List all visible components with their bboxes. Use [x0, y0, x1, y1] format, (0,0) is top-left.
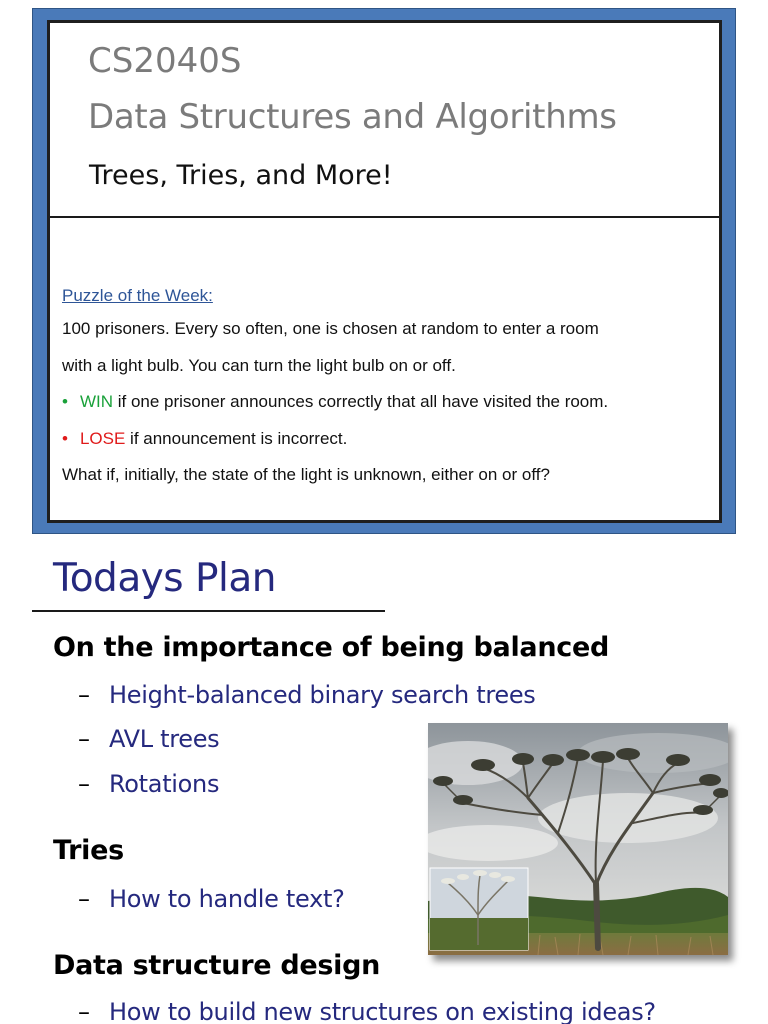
tree-photo — [428, 723, 728, 955]
win-keyword: WIN — [79, 392, 113, 411]
lose-keyword: LOSE — [79, 428, 126, 448]
puzzle-question: What if, initially, the state of the light is unknown, either on or off? — [62, 465, 550, 484]
plan-title: Todays Plan — [53, 556, 276, 601]
plan-title-underline — [32, 610, 385, 612]
lecture-title: Trees, Tries, and More! — [89, 160, 393, 191]
title-slide — [32, 8, 736, 534]
lose-condition — [62, 421, 712, 458]
puzzle-of-the-week — [62, 281, 712, 494]
section-heading-tries: Tries — [53, 835, 124, 866]
dash-icon: – — [78, 770, 90, 798]
course-code: CS2040S — [88, 41, 242, 81]
agenda-item — [78, 885, 345, 913]
section-heading-design: Data structure design — [53, 950, 381, 981]
lose-description: if announcement is incorrect. — [125, 428, 348, 448]
agenda-item-text: Rotations — [109, 770, 220, 798]
agenda-item-text: Height-balanced binary search trees — [109, 681, 536, 709]
dash-icon: – — [78, 681, 90, 709]
agenda-item-text: How to build new structures on existing ideas? — [109, 998, 656, 1024]
bullet-icon: • — [62, 392, 68, 411]
dash-icon: – — [78, 725, 90, 753]
title-slide-body — [47, 20, 722, 523]
agenda-item — [78, 681, 536, 709]
title-divider — [50, 216, 719, 218]
puzzle-heading-link[interactable]: Puzzle of the Week: — [62, 286, 213, 305]
dash-icon: – — [78, 998, 90, 1024]
puzzle-text-line-1: 100 prisoners. Every so often, one is chosen at random to enter a room — [62, 319, 599, 338]
section-heading-balanced: On the importance of being balanced — [53, 632, 609, 663]
agenda-item — [78, 770, 219, 798]
agenda-item-text: How to handle text? — [109, 885, 345, 913]
win-description: if one prisoner announces correctly that all have visited the room. — [113, 392, 609, 411]
puzzle-text-line-2: with a light bulb. You can turn the light bulb on or off. — [62, 355, 456, 375]
win-condition — [62, 384, 712, 421]
bullet-icon: • — [62, 428, 68, 448]
agenda-item — [78, 998, 656, 1024]
course-name: Data Structures and Algorithms — [88, 97, 617, 137]
dash-icon: – — [78, 885, 90, 913]
agenda-item-text: AVL trees — [109, 725, 220, 753]
agenda-item — [78, 725, 219, 753]
